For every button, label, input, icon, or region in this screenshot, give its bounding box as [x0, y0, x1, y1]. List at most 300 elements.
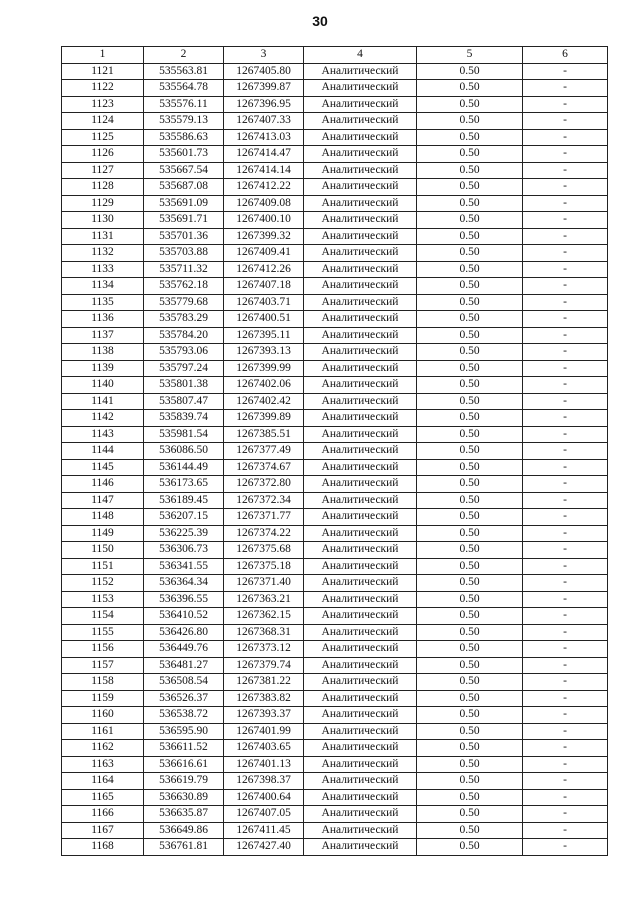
x-coordinate-cell: 535807.47: [144, 393, 224, 410]
y-coordinate-cell: 1267372.80: [224, 476, 304, 493]
method-cell: Аналитический: [304, 377, 417, 394]
method-cell: Аналитический: [304, 294, 417, 311]
table-row: [62, 839, 608, 856]
method-cell: Аналитический: [304, 393, 417, 410]
y-coordinate-cell: 1267368.31: [224, 624, 304, 641]
table-row: [62, 707, 608, 724]
table-row: [62, 558, 608, 575]
table-row: [62, 542, 608, 559]
point-number-cell: 1141: [62, 393, 144, 410]
table-body: [62, 63, 608, 855]
column-header: 5: [417, 47, 523, 64]
point-number-cell: 1159: [62, 690, 144, 707]
method-cell: Аналитический: [304, 674, 417, 691]
method-cell: Аналитический: [304, 690, 417, 707]
note-cell: -: [523, 674, 608, 691]
note-cell: -: [523, 492, 608, 509]
point-number-cell: 1127: [62, 162, 144, 179]
point-number-cell: 1162: [62, 740, 144, 757]
accuracy-cell: 0.50: [417, 492, 523, 509]
accuracy-cell: 0.50: [417, 723, 523, 740]
x-coordinate-cell: 536410.52: [144, 608, 224, 625]
method-cell: Аналитический: [304, 707, 417, 724]
accuracy-cell: 0.50: [417, 657, 523, 674]
y-coordinate-cell: 1267379.74: [224, 657, 304, 674]
table-row: [62, 360, 608, 377]
y-coordinate-cell: 1267395.11: [224, 327, 304, 344]
point-number-cell: 1168: [62, 839, 144, 856]
method-cell: Аналитический: [304, 63, 417, 80]
note-cell: -: [523, 723, 608, 740]
accuracy-cell: 0.50: [417, 641, 523, 658]
accuracy-cell: 0.50: [417, 575, 523, 592]
note-cell: -: [523, 245, 608, 262]
y-coordinate-cell: 1267362.15: [224, 608, 304, 625]
accuracy-cell: 0.50: [417, 476, 523, 493]
method-cell: Аналитический: [304, 278, 417, 295]
x-coordinate-cell: 536341.55: [144, 558, 224, 575]
point-number-cell: 1125: [62, 129, 144, 146]
note-cell: -: [523, 822, 608, 839]
x-coordinate-cell: 536616.61: [144, 756, 224, 773]
y-coordinate-cell: 1267402.06: [224, 377, 304, 394]
note-cell: -: [523, 179, 608, 196]
y-coordinate-cell: 1267396.95: [224, 96, 304, 113]
y-coordinate-cell: 1267400.51: [224, 311, 304, 328]
accuracy-cell: 0.50: [417, 443, 523, 460]
y-coordinate-cell: 1267393.13: [224, 344, 304, 361]
x-coordinate-cell: 536144.49: [144, 459, 224, 476]
x-coordinate-cell: 536635.87: [144, 806, 224, 823]
note-cell: -: [523, 608, 608, 625]
y-coordinate-cell: 1267400.10: [224, 212, 304, 229]
accuracy-cell: 0.50: [417, 525, 523, 542]
note-cell: -: [523, 113, 608, 130]
note-cell: -: [523, 261, 608, 278]
accuracy-cell: 0.50: [417, 459, 523, 476]
table-header-row: [62, 47, 608, 64]
note-cell: -: [523, 740, 608, 757]
y-coordinate-cell: 1267413.03: [224, 129, 304, 146]
y-coordinate-cell: 1267374.67: [224, 459, 304, 476]
point-number-cell: 1122: [62, 80, 144, 97]
y-coordinate-cell: 1267409.08: [224, 195, 304, 212]
table-row: [62, 740, 608, 757]
accuracy-cell: 0.50: [417, 822, 523, 839]
point-number-cell: 1143: [62, 426, 144, 443]
table-row: [62, 311, 608, 328]
note-cell: -: [523, 212, 608, 229]
note-cell: -: [523, 657, 608, 674]
y-coordinate-cell: 1267385.51: [224, 426, 304, 443]
table-row: [62, 426, 608, 443]
method-cell: Аналитический: [304, 591, 417, 608]
y-coordinate-cell: 1267407.18: [224, 278, 304, 295]
method-cell: Аналитический: [304, 146, 417, 163]
accuracy-cell: 0.50: [417, 410, 523, 427]
point-number-cell: 1166: [62, 806, 144, 823]
point-number-cell: 1123: [62, 96, 144, 113]
note-cell: -: [523, 558, 608, 575]
x-coordinate-cell: 535981.54: [144, 426, 224, 443]
column-header: 2: [144, 47, 224, 64]
table-row: [62, 410, 608, 427]
accuracy-cell: 0.50: [417, 608, 523, 625]
method-cell: Аналитический: [304, 245, 417, 262]
note-cell: -: [523, 195, 608, 212]
method-cell: Аналитический: [304, 773, 417, 790]
note-cell: -: [523, 476, 608, 493]
x-coordinate-cell: 535797.24: [144, 360, 224, 377]
x-coordinate-cell: 536508.54: [144, 674, 224, 691]
note-cell: -: [523, 327, 608, 344]
accuracy-cell: 0.50: [417, 327, 523, 344]
method-cell: Аналитический: [304, 228, 417, 245]
table-row: [62, 212, 608, 229]
table-row: [62, 113, 608, 130]
accuracy-cell: 0.50: [417, 773, 523, 790]
y-coordinate-cell: 1267377.49: [224, 443, 304, 460]
table-row: [62, 195, 608, 212]
note-cell: -: [523, 294, 608, 311]
note-cell: -: [523, 789, 608, 806]
accuracy-cell: 0.50: [417, 624, 523, 641]
note-cell: -: [523, 806, 608, 823]
accuracy-cell: 0.50: [417, 690, 523, 707]
point-number-cell: 1126: [62, 146, 144, 163]
table-row: [62, 63, 608, 80]
accuracy-cell: 0.50: [417, 146, 523, 163]
table-row: [62, 591, 608, 608]
point-number-cell: 1167: [62, 822, 144, 839]
point-number-cell: 1161: [62, 723, 144, 740]
point-number-cell: 1133: [62, 261, 144, 278]
note-cell: -: [523, 690, 608, 707]
method-cell: Аналитический: [304, 327, 417, 344]
x-coordinate-cell: 535687.08: [144, 179, 224, 196]
accuracy-cell: 0.50: [417, 162, 523, 179]
accuracy-cell: 0.50: [417, 63, 523, 80]
accuracy-cell: 0.50: [417, 839, 523, 856]
accuracy-cell: 0.50: [417, 245, 523, 262]
point-number-cell: 1150: [62, 542, 144, 559]
method-cell: Аналитический: [304, 426, 417, 443]
table-row: [62, 756, 608, 773]
method-cell: Аналитический: [304, 740, 417, 757]
point-number-cell: 1165: [62, 789, 144, 806]
x-coordinate-cell: 535784.20: [144, 327, 224, 344]
y-coordinate-cell: 1267375.18: [224, 558, 304, 575]
point-number-cell: 1163: [62, 756, 144, 773]
x-coordinate-cell: 536426.80: [144, 624, 224, 641]
y-coordinate-cell: 1267411.45: [224, 822, 304, 839]
x-coordinate-cell: 535601.73: [144, 146, 224, 163]
method-cell: Аналитический: [304, 360, 417, 377]
accuracy-cell: 0.50: [417, 113, 523, 130]
x-coordinate-cell: 536396.55: [144, 591, 224, 608]
note-cell: -: [523, 756, 608, 773]
accuracy-cell: 0.50: [417, 179, 523, 196]
accuracy-cell: 0.50: [417, 377, 523, 394]
method-cell: Аналитический: [304, 179, 417, 196]
note-cell: -: [523, 707, 608, 724]
accuracy-cell: 0.50: [417, 278, 523, 295]
x-coordinate-cell: 535783.29: [144, 311, 224, 328]
table-row: [62, 80, 608, 97]
note-cell: -: [523, 459, 608, 476]
x-coordinate-cell: 536595.90: [144, 723, 224, 740]
method-cell: Аналитический: [304, 608, 417, 625]
method-cell: Аналитический: [304, 624, 417, 641]
point-number-cell: 1139: [62, 360, 144, 377]
note-cell: -: [523, 509, 608, 526]
x-coordinate-cell: 536538.72: [144, 707, 224, 724]
table-row: [62, 228, 608, 245]
x-coordinate-cell: 535691.09: [144, 195, 224, 212]
point-number-cell: 1142: [62, 410, 144, 427]
method-cell: Аналитический: [304, 492, 417, 509]
point-number-cell: 1152: [62, 575, 144, 592]
accuracy-cell: 0.50: [417, 294, 523, 311]
x-coordinate-cell: 535779.68: [144, 294, 224, 311]
y-coordinate-cell: 1267427.40: [224, 839, 304, 856]
method-cell: Аналитический: [304, 212, 417, 229]
method-cell: Аналитический: [304, 806, 417, 823]
x-coordinate-cell: 535667.54: [144, 162, 224, 179]
accuracy-cell: 0.50: [417, 360, 523, 377]
point-number-cell: 1129: [62, 195, 144, 212]
method-cell: Аналитический: [304, 459, 417, 476]
accuracy-cell: 0.50: [417, 129, 523, 146]
point-number-cell: 1130: [62, 212, 144, 229]
x-coordinate-cell: 536364.34: [144, 575, 224, 592]
table-row: [62, 624, 608, 641]
note-cell: -: [523, 344, 608, 361]
accuracy-cell: 0.50: [417, 311, 523, 328]
table-row: [62, 129, 608, 146]
table-row: [62, 377, 608, 394]
note-cell: -: [523, 146, 608, 163]
x-coordinate-cell: 535839.74: [144, 410, 224, 427]
note-cell: -: [523, 162, 608, 179]
point-number-cell: 1124: [62, 113, 144, 130]
y-coordinate-cell: 1267383.82: [224, 690, 304, 707]
method-cell: Аналитический: [304, 261, 417, 278]
table-row: [62, 443, 608, 460]
method-cell: Аналитический: [304, 542, 417, 559]
accuracy-cell: 0.50: [417, 344, 523, 361]
x-coordinate-cell: 536526.37: [144, 690, 224, 707]
x-coordinate-cell: 536449.76: [144, 641, 224, 658]
table-row: [62, 690, 608, 707]
x-coordinate-cell: 536649.86: [144, 822, 224, 839]
point-number-cell: 1160: [62, 707, 144, 724]
x-coordinate-cell: 535586.63: [144, 129, 224, 146]
note-cell: -: [523, 311, 608, 328]
note-cell: -: [523, 129, 608, 146]
table-row: [62, 294, 608, 311]
y-coordinate-cell: 1267401.99: [224, 723, 304, 740]
y-coordinate-cell: 1267399.99: [224, 360, 304, 377]
method-cell: Аналитический: [304, 575, 417, 592]
y-coordinate-cell: 1267407.05: [224, 806, 304, 823]
y-coordinate-cell: 1267414.14: [224, 162, 304, 179]
y-coordinate-cell: 1267374.22: [224, 525, 304, 542]
x-coordinate-cell: 535703.88: [144, 245, 224, 262]
accuracy-cell: 0.50: [417, 393, 523, 410]
point-number-cell: 1136: [62, 311, 144, 328]
point-number-cell: 1146: [62, 476, 144, 493]
table-row: [62, 344, 608, 361]
point-number-cell: 1153: [62, 591, 144, 608]
table-row: [62, 509, 608, 526]
point-number-cell: 1145: [62, 459, 144, 476]
x-coordinate-cell: 535801.38: [144, 377, 224, 394]
x-coordinate-cell: 536619.79: [144, 773, 224, 790]
accuracy-cell: 0.50: [417, 558, 523, 575]
y-coordinate-cell: 1267373.12: [224, 641, 304, 658]
accuracy-cell: 0.50: [417, 756, 523, 773]
x-coordinate-cell: 535691.71: [144, 212, 224, 229]
x-coordinate-cell: 536207.15: [144, 509, 224, 526]
x-coordinate-cell: 536611.52: [144, 740, 224, 757]
y-coordinate-cell: 1267381.22: [224, 674, 304, 691]
point-number-cell: 1157: [62, 657, 144, 674]
x-coordinate-cell: 536086.50: [144, 443, 224, 460]
note-cell: -: [523, 542, 608, 559]
method-cell: Аналитический: [304, 641, 417, 658]
table-row: [62, 822, 608, 839]
method-cell: Аналитический: [304, 525, 417, 542]
y-coordinate-cell: 1267414.47: [224, 146, 304, 163]
method-cell: Аналитический: [304, 509, 417, 526]
note-cell: -: [523, 278, 608, 295]
point-number-cell: 1151: [62, 558, 144, 575]
y-coordinate-cell: 1267401.13: [224, 756, 304, 773]
x-coordinate-cell: 536306.73: [144, 542, 224, 559]
note-cell: -: [523, 591, 608, 608]
x-coordinate-cell: 535564.78: [144, 80, 224, 97]
note-cell: -: [523, 393, 608, 410]
column-header: 1: [62, 47, 144, 64]
table-row: [62, 278, 608, 295]
point-number-cell: 1134: [62, 278, 144, 295]
accuracy-cell: 0.50: [417, 80, 523, 97]
point-number-cell: 1121: [62, 63, 144, 80]
y-coordinate-cell: 1267398.37: [224, 773, 304, 790]
table-row: [62, 674, 608, 691]
point-number-cell: 1131: [62, 228, 144, 245]
x-coordinate-cell: 535793.06: [144, 344, 224, 361]
table-row: [62, 608, 608, 625]
y-coordinate-cell: 1267399.32: [224, 228, 304, 245]
y-coordinate-cell: 1267375.68: [224, 542, 304, 559]
point-number-cell: 1132: [62, 245, 144, 262]
point-number-cell: 1164: [62, 773, 144, 790]
x-coordinate-cell: 535579.13: [144, 113, 224, 130]
point-number-cell: 1140: [62, 377, 144, 394]
y-coordinate-cell: 1267403.71: [224, 294, 304, 311]
x-coordinate-cell: 536630.89: [144, 789, 224, 806]
accuracy-cell: 0.50: [417, 195, 523, 212]
method-cell: Аналитический: [304, 129, 417, 146]
y-coordinate-cell: 1267412.26: [224, 261, 304, 278]
note-cell: -: [523, 63, 608, 80]
note-cell: -: [523, 839, 608, 856]
x-coordinate-cell: 535576.11: [144, 96, 224, 113]
method-cell: Аналитический: [304, 789, 417, 806]
page-number: 30: [312, 13, 328, 29]
coordinates-table: [61, 46, 608, 856]
method-cell: Аналитический: [304, 96, 417, 113]
table-row: [62, 393, 608, 410]
accuracy-cell: 0.50: [417, 740, 523, 757]
table-row: [62, 773, 608, 790]
accuracy-cell: 0.50: [417, 212, 523, 229]
y-coordinate-cell: 1267399.87: [224, 80, 304, 97]
x-coordinate-cell: 535701.36: [144, 228, 224, 245]
y-coordinate-cell: 1267409.41: [224, 245, 304, 262]
x-coordinate-cell: 535762.18: [144, 278, 224, 295]
method-cell: Аналитический: [304, 410, 417, 427]
note-cell: -: [523, 575, 608, 592]
method-cell: Аналитический: [304, 80, 417, 97]
y-coordinate-cell: 1267399.89: [224, 410, 304, 427]
x-coordinate-cell: 536225.39: [144, 525, 224, 542]
point-number-cell: 1147: [62, 492, 144, 509]
y-coordinate-cell: 1267403.65: [224, 740, 304, 757]
x-coordinate-cell: 535711.32: [144, 261, 224, 278]
method-cell: Аналитический: [304, 344, 417, 361]
note-cell: -: [523, 377, 608, 394]
note-cell: -: [523, 443, 608, 460]
table-row: [62, 492, 608, 509]
table-row: [62, 641, 608, 658]
accuracy-cell: 0.50: [417, 789, 523, 806]
table-row: [62, 575, 608, 592]
method-cell: Аналитический: [304, 113, 417, 130]
table-row: [62, 476, 608, 493]
table-row: [62, 261, 608, 278]
table-row: [62, 179, 608, 196]
table-row: [62, 789, 608, 806]
y-coordinate-cell: 1267393.37: [224, 707, 304, 724]
table-row: [62, 806, 608, 823]
point-number-cell: 1144: [62, 443, 144, 460]
point-number-cell: 1138: [62, 344, 144, 361]
y-coordinate-cell: 1267372.34: [224, 492, 304, 509]
method-cell: Аналитический: [304, 723, 417, 740]
point-number-cell: 1128: [62, 179, 144, 196]
y-coordinate-cell: 1267371.40: [224, 575, 304, 592]
y-coordinate-cell: 1267400.64: [224, 789, 304, 806]
accuracy-cell: 0.50: [417, 96, 523, 113]
note-cell: -: [523, 228, 608, 245]
x-coordinate-cell: 536761.81: [144, 839, 224, 856]
note-cell: -: [523, 624, 608, 641]
method-cell: Аналитический: [304, 558, 417, 575]
column-header: 6: [523, 47, 608, 64]
point-number-cell: 1149: [62, 525, 144, 542]
method-cell: Аналитический: [304, 822, 417, 839]
method-cell: Аналитический: [304, 162, 417, 179]
x-coordinate-cell: 536481.27: [144, 657, 224, 674]
point-number-cell: 1135: [62, 294, 144, 311]
method-cell: Аналитический: [304, 195, 417, 212]
method-cell: Аналитический: [304, 756, 417, 773]
point-number-cell: 1148: [62, 509, 144, 526]
note-cell: -: [523, 525, 608, 542]
